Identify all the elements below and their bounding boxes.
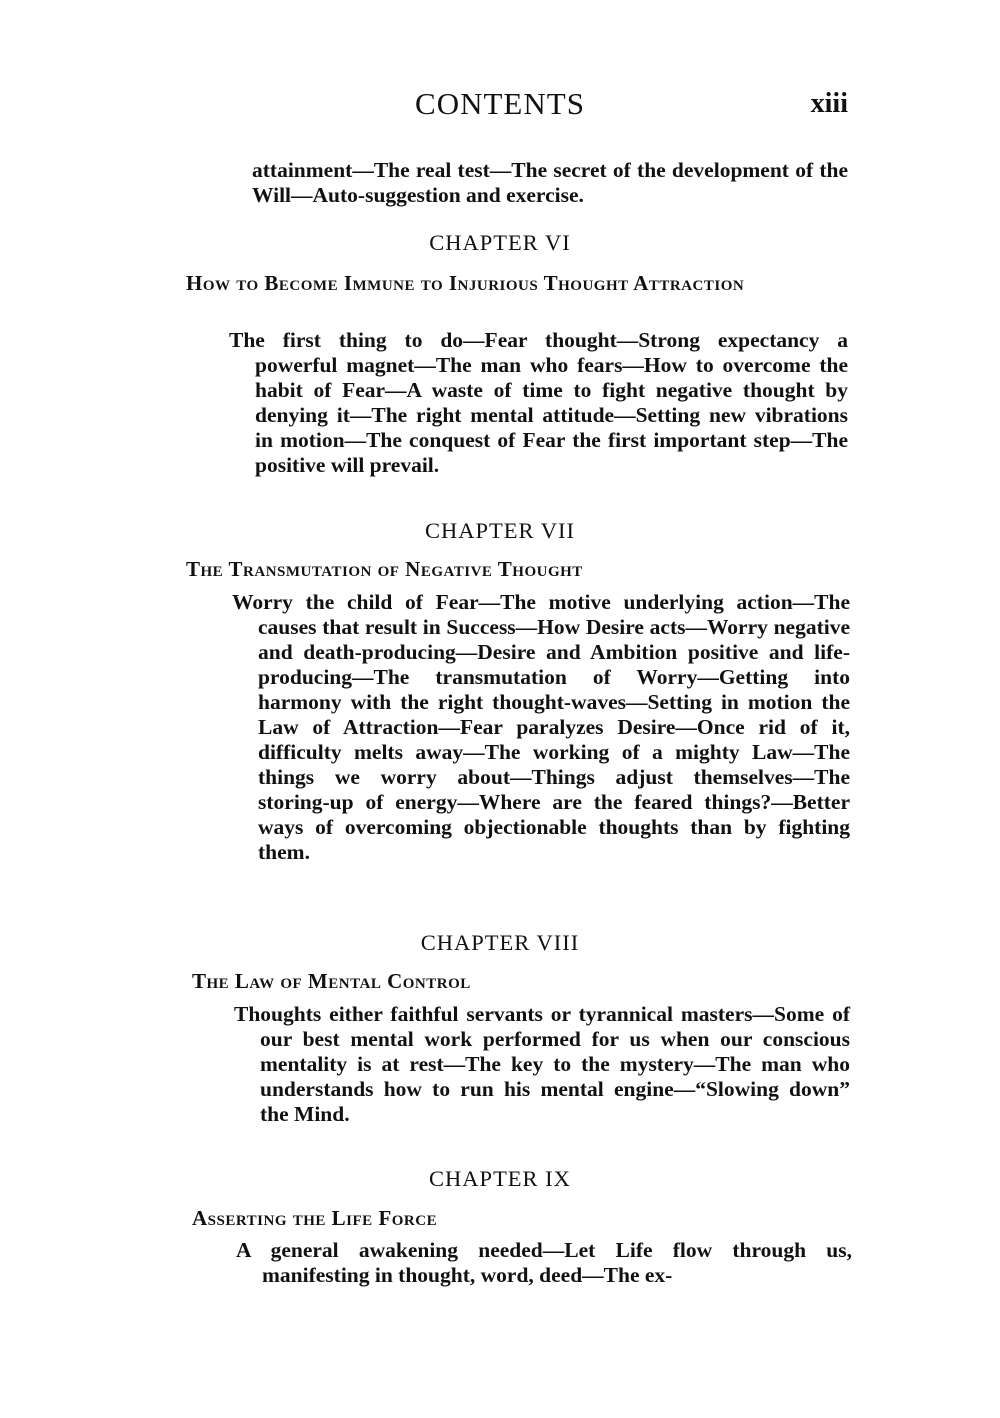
chapter-heading-8: CHAPTER VIII bbox=[420, 930, 580, 955]
page-number: xiii bbox=[810, 88, 848, 119]
running-header bbox=[150, 86, 850, 126]
chapter-summary-8: Thoughts either faithful servants or tyrannical masters—Some of our best mental work performed for us when our conscious mentality is at rest—The key to the mystery—The man who understands how to run his mental engine—“Slowing down” the Mind. bbox=[234, 1002, 850, 1126]
chapter-summary-7: Worry the child of Fear—The motive underlying action—The causes that result in Success—How Desire acts—Worry negative and death-producing—Desire and Ambition positive and life-producing—The transmutation of Worry—Getting into harmony with the right thought-waves—Setting in motion the Law of Attraction—Fear paralyzes Desire—Once rid of it, difficulty melts away—The working of a mighty Law—The things we worry about—Things adjust themselves—The storing-up of energy—Where are the feared things?—Better ways of overcoming objectionable thoughts than by fighting them. bbox=[232, 590, 850, 864]
continued-summary: attainment—The real test—The secret of the development of the Will—Auto-suggestion and exercise. bbox=[252, 158, 848, 207]
chapter-title-6: How to Become Immune to Injurious Thought Attraction bbox=[186, 271, 745, 295]
chapter-heading-7: CHAPTER VII bbox=[425, 518, 575, 543]
chapter-summary-9: A general awakening needed—Let Life flow through us, manifesting in thought, word, deed—The ex- bbox=[236, 1238, 852, 1287]
chapter-title-9: Asserting the Life Force bbox=[192, 1206, 438, 1230]
chapter-title-7: The Transmutation of Negative Thought bbox=[186, 557, 583, 581]
chapter-title-8: The Law of Mental Control bbox=[192, 969, 471, 993]
page-title: CONTENTS bbox=[415, 86, 585, 121]
chapter-heading-6: CHAPTER VI bbox=[429, 230, 571, 255]
chapter-summary-6: The first thing to do—Fear thought—Strong expectancy a powerful magnet—The man who fears—How to overcome the habit of Fear—A waste of time to fight negative thought by denying it—The right mental attitude—Setting new vibrations in motion—The conquest of Fear the first important step—The positive will prevail. bbox=[229, 328, 848, 477]
chapter-heading-9: CHAPTER IX bbox=[429, 1166, 571, 1191]
